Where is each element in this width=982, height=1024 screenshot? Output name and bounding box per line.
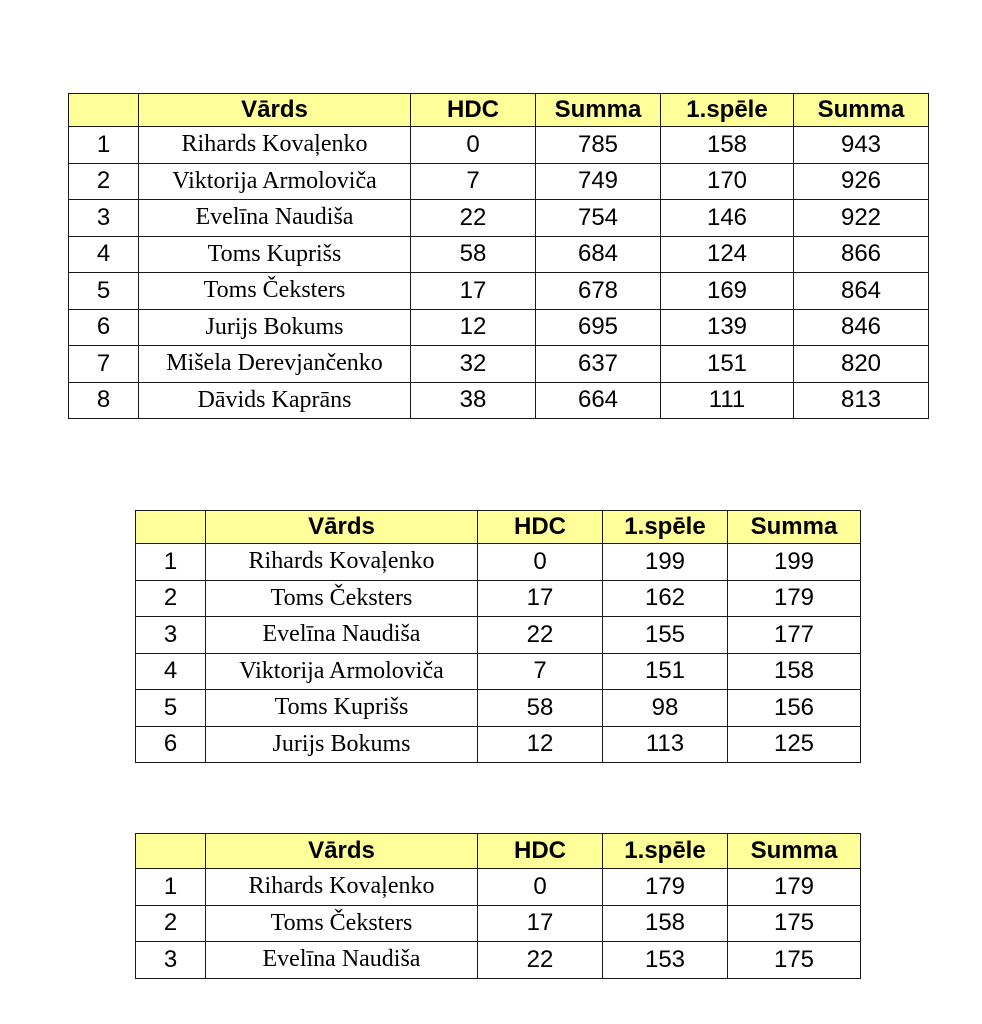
column-header-hdc: HDC [411, 94, 536, 127]
sum-cell: 695 [536, 309, 661, 346]
rank-cell: 3 [136, 942, 206, 979]
header-row [69, 94, 929, 127]
player-name-cell: Viktorija Armoloviča [139, 163, 411, 200]
sum-cell: 846 [794, 309, 929, 346]
sum-cell: 749 [536, 163, 661, 200]
table-row [136, 726, 861, 763]
sum-cell: 158 [728, 653, 861, 690]
column-header-hdc: HDC [478, 834, 603, 869]
player-name-cell: Viktorija Armoloviča [206, 653, 478, 690]
results-table-2 [135, 510, 861, 763]
player-name-cell: Rihards Kovaļenko [206, 544, 478, 581]
column-header-hdc: HDC [478, 511, 603, 544]
header-row [136, 834, 861, 869]
hdc-cell: 7 [411, 163, 536, 200]
hdc-cell: 7 [478, 653, 603, 690]
sum-cell: 820 [794, 346, 929, 383]
player-name-cell: Mišela Derevjančenko [139, 346, 411, 383]
game1-cell: 162 [603, 580, 728, 617]
sum-cell: 175 [728, 905, 861, 942]
player-name-cell: Jurijs Bokums [139, 309, 411, 346]
hdc-cell: 58 [411, 236, 536, 273]
rank-cell: 8 [69, 382, 139, 419]
results-table-1-body [69, 94, 929, 419]
results-table-3-body [136, 834, 861, 979]
rank-cell: 5 [69, 273, 139, 310]
table-row [136, 942, 861, 979]
hdc-cell: 0 [478, 544, 603, 581]
hdc-cell: 22 [478, 942, 603, 979]
player-name-cell: Evelīna Naudiša [206, 617, 478, 654]
sum-cell: 177 [728, 617, 861, 654]
table-row [136, 653, 861, 690]
rank-cell: 1 [136, 869, 206, 906]
game1-cell: 179 [603, 869, 728, 906]
sum-cell: 943 [794, 127, 929, 164]
column-header-rank [136, 834, 206, 869]
sum-cell: 199 [728, 544, 861, 581]
table-row [69, 236, 929, 273]
hdc-cell: 32 [411, 346, 536, 383]
table-row [69, 309, 929, 346]
sum-cell: 926 [794, 163, 929, 200]
player-name-cell: Evelīna Naudiša [206, 942, 478, 979]
column-header-name: Vārds [139, 94, 411, 127]
hdc-cell: 0 [411, 127, 536, 164]
table-row [69, 200, 929, 237]
rank-cell: 6 [136, 726, 206, 763]
column-header-sum: Summa [728, 511, 861, 544]
results-table-1 [68, 93, 929, 419]
sum-cell: 125 [728, 726, 861, 763]
table-row [136, 580, 861, 617]
sum-cell: 684 [536, 236, 661, 273]
table-row [69, 346, 929, 383]
game1-cell: 111 [661, 382, 794, 419]
hdc-cell: 17 [478, 905, 603, 942]
sum-cell: 785 [536, 127, 661, 164]
hdc-cell: 12 [478, 726, 603, 763]
sum-cell: 813 [794, 382, 929, 419]
table-row [69, 273, 929, 310]
game1-cell: 151 [603, 653, 728, 690]
column-header-game1: 1.spēle [661, 94, 794, 127]
column-header-rank [69, 94, 139, 127]
sum-cell: 866 [794, 236, 929, 273]
table-row [136, 617, 861, 654]
game1-cell: 169 [661, 273, 794, 310]
rank-cell: 1 [136, 544, 206, 581]
rank-cell: 2 [136, 905, 206, 942]
sum-cell: 678 [536, 273, 661, 310]
rank-cell: 7 [69, 346, 139, 383]
results-table-2-body [136, 511, 861, 763]
column-header-rank [136, 511, 206, 544]
table-row [136, 690, 861, 727]
player-name-cell: Toms Čeksters [206, 905, 478, 942]
hdc-cell: 17 [411, 273, 536, 310]
sum-cell: 179 [728, 580, 861, 617]
hdc-cell: 38 [411, 382, 536, 419]
game1-cell: 153 [603, 942, 728, 979]
player-name-cell: Rihards Kovaļenko [139, 127, 411, 164]
rank-cell: 4 [136, 653, 206, 690]
game1-cell: 139 [661, 309, 794, 346]
rank-cell: 1 [69, 127, 139, 164]
hdc-cell: 17 [478, 580, 603, 617]
game1-cell: 155 [603, 617, 728, 654]
player-name-cell: Toms Čeksters [139, 273, 411, 310]
game1-cell: 124 [661, 236, 794, 273]
game1-cell: 98 [603, 690, 728, 727]
game1-cell: 146 [661, 200, 794, 237]
rank-cell: 2 [69, 163, 139, 200]
sum-cell: 179 [728, 869, 861, 906]
table-row [136, 869, 861, 906]
player-name-cell: Toms Kuprišs [139, 236, 411, 273]
sum-cell: 175 [728, 942, 861, 979]
sum-cell: 156 [728, 690, 861, 727]
player-name-cell: Rihards Kovaļenko [206, 869, 478, 906]
header-row [136, 511, 861, 544]
column-header-sum-total: Summa [794, 94, 929, 127]
column-header-name: Vārds [206, 511, 478, 544]
sum-cell: 664 [536, 382, 661, 419]
table-row [69, 163, 929, 200]
table-row [69, 127, 929, 164]
rank-cell: 3 [136, 617, 206, 654]
hdc-cell: 22 [478, 617, 603, 654]
game1-cell: 158 [603, 905, 728, 942]
game1-cell: 151 [661, 346, 794, 383]
table-row [136, 544, 861, 581]
player-name-cell: Dāvids Kaprāns [139, 382, 411, 419]
hdc-cell: 0 [478, 869, 603, 906]
player-name-cell: Evelīna Naudiša [139, 200, 411, 237]
game1-cell: 170 [661, 163, 794, 200]
column-header-name: Vārds [206, 834, 478, 869]
rank-cell: 6 [69, 309, 139, 346]
column-header-game1: 1.spēle [603, 511, 728, 544]
column-header-sum: Summa [728, 834, 861, 869]
rank-cell: 2 [136, 580, 206, 617]
sum-cell: 754 [536, 200, 661, 237]
results-table-3 [135, 833, 861, 979]
hdc-cell: 12 [411, 309, 536, 346]
hdc-cell: 58 [478, 690, 603, 727]
rank-cell: 3 [69, 200, 139, 237]
sum-cell: 864 [794, 273, 929, 310]
table-row [69, 382, 929, 419]
game1-cell: 199 [603, 544, 728, 581]
player-name-cell: Jurijs Bokums [206, 726, 478, 763]
rank-cell: 5 [136, 690, 206, 727]
column-header-game1: 1.spēle [603, 834, 728, 869]
sum-cell: 922 [794, 200, 929, 237]
table-row [136, 905, 861, 942]
sum-cell: 637 [536, 346, 661, 383]
game1-cell: 158 [661, 127, 794, 164]
player-name-cell: Toms Kuprišs [206, 690, 478, 727]
player-name-cell: Toms Čeksters [206, 580, 478, 617]
column-header-sum: Summa [536, 94, 661, 127]
rank-cell: 4 [69, 236, 139, 273]
hdc-cell: 22 [411, 200, 536, 237]
game1-cell: 113 [603, 726, 728, 763]
